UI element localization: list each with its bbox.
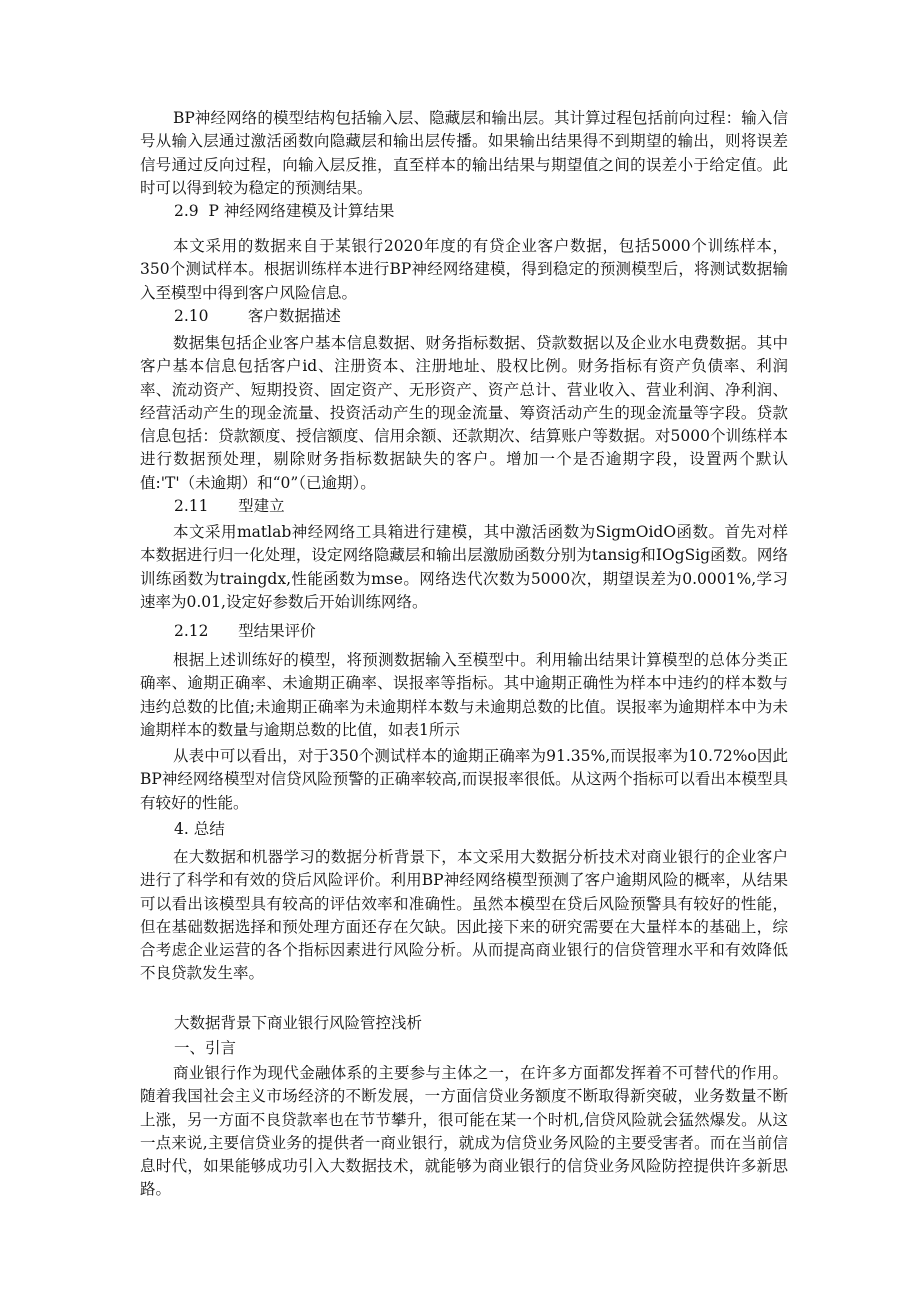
- heading-summary: 4. 总结: [174, 820, 225, 838]
- paragraph-results: 从表中可以看出，对于350个测试样本的逾期正确率为91.35%,而误报率为10.72%o因此BP神经网络模型对信贷风险预警的正确率较高,而误报率很低。从这两个指标可以看出本模型具有较好的性能。: [140, 747, 788, 812]
- paragraph-model-build: 本文采用matlab神经网络工具箱进行建模，其中激活函数为SigmOidO函数。首先对样本数据进行归一化处理，设定网络隐藏层和输出层激励函数分别为tansig和IOgSig函数。网络训练函数为traingdx,性能函数为mse。网络迭代次数为5000次，期望误差为0.0001%,学习速率为0.01,设定好参数后开始训练网络。: [140, 523, 788, 611]
- paragraph-introduction: 商业银行作为现代金融体系的主要参与主体之一，在许多方面都发挥着不可替代的作用。随着我国社会主义市场经济的不断发展，一方面信贷业务额度不断取得新突破，业务数量不断上涨，另一方面不良贷款率也在节节攀升，很可能在某一个时机,信贷风险就会猛然爆发。从这一点来说,主要信贷业务的提供者一商业银行，就成为信贷业务风险的主要受害者。而在当前信息时代，如果能够成功引入大数据技术，就能够为商业银行的信贷业务风险防控提供许多新思路。: [140, 1064, 788, 1199]
- heading-2-9: 2.9 P 神经网络建模及计算结果: [174, 202, 395, 220]
- paragraph-data-description: 数据集包括企业客户基本信息数据、财务指标数据、贷款数据以及企业水电费数据。其中客户基本信息包括客户id、注册资本、注册地址、股权比例。财务指标有资产负债率、利润率、流动资产、短期投资、固定资产、无形资产、资产总计、营业收入、营业利润、净利润、经营活动产生的现金流量、投资活动产生的现金流量、筹资活动产生的现金流量等字段。贷款信息包括：贷款额度、授信额度、信用余额、还款期次、结算账户等数据。对5000个训练样本进行数据预处理，剔除财务指标数据缺失的客户。增加一个是否逾期字段，设置两个默认值:'T'（未逾期）和“0”（已逾期）。: [140, 334, 788, 492]
- paragraph-summary: 在大数据和机器学习的数据分析背景下，本文采用大数据分析技术对商业银行的企业客户进行了科学和有效的贷后风险评价。利用BP神经网络模型预测了客户逾期风险的概率，从结果可以看出该模型具有较高的评估效率和准确性。虽然本模型在贷后风险预警具有较好的性能，但在基础数据选择和预处理方面还存在欠缺。因此接下来的研究需要在大量样本的基础上，综合考虑企业运营的各个指标因素进行风险分析。从而提高商业银行的信贷管理水平和有效降低不良贷款发生率。: [140, 848, 788, 983]
- paragraph-data-source: 本文采用的数据来自于某银行2020年度的有贷企业客户数据，包括5000个训练样本，350个测试样本。根据训练样本进行BP神经网络建模，得到稳定的预测模型后，将测试数据输入至模型中得到客户风险信息。: [140, 237, 788, 302]
- article-title: 大数据背景下商业银行风险管控浅析: [174, 1014, 423, 1032]
- paragraph-bp-structure: BP神经网络的模型结构包括输入层、隐藏层和输出层。其计算过程包括前向过程：输入信号从输入层通过激活函数向隐藏层和输出层传播。如果输出结果得不到期望的输出，则将误差信号通过反向过程，向输入层反推，直至样本的输出结果与期望值之间的误差小于给定值。此时可以得到较为稳定的预测结果。: [140, 109, 788, 197]
- heading-2-11: 2.11 型建立: [174, 497, 285, 515]
- heading-introduction: 一、引言: [174, 1039, 237, 1057]
- paragraph-model-evaluation: 根据上述训练好的模型，将预测数据输入至模型中。利用输出结果计算模型的总体分类正确率、逾期正确率、未逾期正确率、误报率等指标。其中逾期正确性为样本中违约的样本数与违约总数的比值;未逾期正确率为未逾期样本数与未逾期总数的比值。误报率为逾期样本中为未逾期样本的数量与逾期总数的比值，如表1所示: [140, 651, 788, 739]
- heading-2-12: 2.12 型结果评价: [174, 622, 316, 640]
- heading-2-10: 2.10 客户数据描述: [174, 307, 341, 325]
